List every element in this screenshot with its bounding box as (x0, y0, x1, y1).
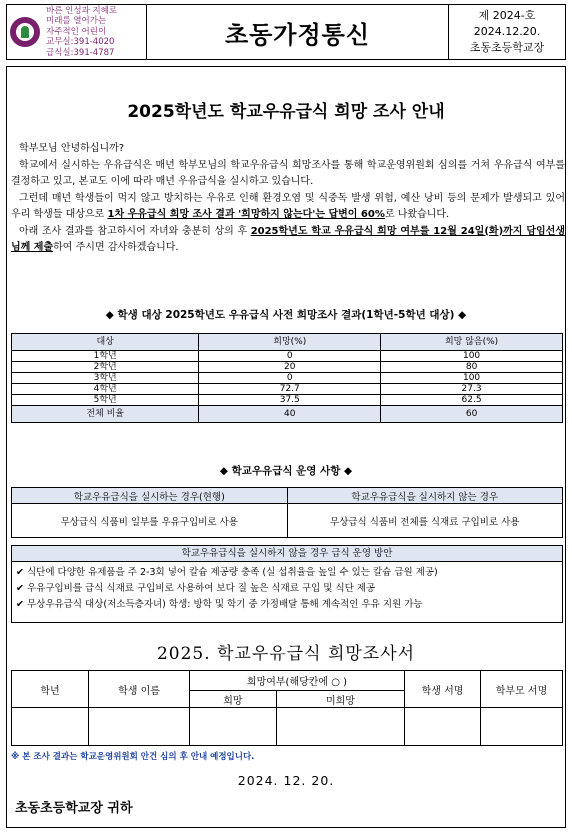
intro-text (11, 141, 565, 257)
recipient-signature: 초동초등학교장 귀하 (15, 801, 133, 816)
document-title: 2025학년도 학교우유급식 희망 조사 안내 (127, 102, 445, 122)
col-implemented: 학교우유급식을 실시하는 경우(현행) (12, 488, 288, 504)
signing-date: 2024. 12. 20. (237, 773, 335, 788)
slogan-line: 자주적인 어린이 (46, 26, 107, 37)
text-span: 하여 주시면 감사하겠습니다. (53, 242, 179, 253)
table-row (12, 395, 563, 406)
row-no-cell: 62.5 (381, 395, 563, 406)
col-target: 대상 (12, 334, 199, 351)
table-row (12, 373, 563, 384)
newsletter-title: 초동가정통신 (147, 5, 449, 59)
yes-cell[interactable] (190, 708, 277, 746)
operation-title: ◆ 학교우유급식 운영 사항 ◆ (219, 465, 353, 477)
survey-results-table (11, 333, 563, 423)
col-choice: 희망여부(해당칸에 ○ ) (190, 671, 405, 691)
row-no-cell: 80 (381, 362, 563, 373)
row-no-cell: 100 (381, 351, 563, 362)
col-grade: 학년 (12, 671, 89, 708)
text-span: 아래 조사 결과를 참고하시어 자녀와 충분히 상의 후 (19, 225, 251, 237)
paragraph-1: 학교에서 실시하는 우유급식은 매년 학부모님의 학교우유급식 희망조사를 통해 학교운영위원회 심의를 거쳐 우유급식 여부를 결정하고 있고, 본교도 이에 따라 매년 우유급식을 실시하고 있습니다. (11, 159, 565, 187)
issuer: 초동초등학교장 (469, 41, 545, 54)
no-cell[interactable] (276, 708, 404, 746)
col-no: 희망 않음(%) (381, 334, 563, 351)
deadline-text: 2025학년도 학교 우유급식 희망 여부를 12월 24일(화)까지 담임선생님께 제출 (11, 225, 566, 253)
list-item-text: 무상우유급식 대상(저소득층자녀) 학생: 방학 및 학기 중 가정배달 통해 계속적인 우유 지원 가능 (26, 599, 423, 610)
text-span: 그런데 매년 학생들이 먹지 않고 방치하는 우유로 인해 환경오염 및 식중독 발생 위험, 예산 낭비 등의 문제가 발생되고 있어 우리 학생들 대상으로 (11, 192, 565, 220)
student-sign-cell[interactable] (405, 708, 481, 746)
table-header-row (12, 488, 563, 504)
row-target-cell: 4학년 (12, 384, 199, 395)
text-span: 로 나왔습니다. (384, 209, 450, 220)
checkmark-icon: ✔ (16, 599, 24, 610)
phone-line: 급식실:391-4787 (46, 47, 115, 58)
list-item (16, 581, 558, 597)
col-parent-sign: 학부모 서명 (481, 671, 563, 708)
list-item-text: 우유구입비를 급식 식재료 구입비로 사용하여 보다 질 높은 식재료 구입 및 식단 제공 (26, 583, 376, 594)
row-target-cell: 3학년 (12, 373, 199, 384)
row-no-cell: 27.3 (381, 384, 563, 395)
grade-cell[interactable] (12, 708, 89, 746)
option-no: 미희망 (276, 691, 404, 708)
table-header-row (12, 334, 563, 351)
issue-info (449, 5, 565, 59)
slogan-line: 바른 인성과 지혜로 (46, 5, 118, 16)
form-header-row (12, 671, 563, 691)
col-not-implemented: 학교우유급식을 실시하지 않는 경우 (287, 488, 563, 504)
total-label-cell: 전체 비율 (12, 406, 199, 423)
table-row (12, 384, 563, 395)
table-row (12, 351, 563, 362)
row-target-cell: 1학년 (12, 351, 199, 362)
survey-form-table (11, 670, 563, 746)
school-info (7, 5, 147, 59)
row-yes-cell: 37.5 (199, 395, 381, 406)
paragraph-3 (11, 224, 565, 257)
table-row (12, 362, 563, 373)
list-item (16, 565, 558, 581)
issue-date: 2024.12.20. (473, 25, 541, 38)
operation-table (11, 487, 563, 538)
row-target-cell: 2학년 (12, 362, 199, 373)
row-yes-cell: 72.7 (199, 384, 381, 395)
col-yes: 희망(%) (199, 334, 381, 351)
school-slogan (46, 6, 117, 59)
table-row (12, 504, 563, 538)
checkmark-icon: ✔ (16, 567, 24, 578)
cell-not-implemented: 무상급식 식품비 전체를 식재료 구입비로 사용 (287, 504, 563, 538)
list-item-text: 식단에 다양한 유제품을 주 2-3회 넣어 칼슘 제공량 충족 (실 섭취율을 높일 수 있는 칼슘 급원 제공) (26, 567, 438, 578)
slogan-line: 미래를 열어가는 (46, 16, 107, 27)
option-yes: 희망 (190, 691, 277, 708)
col-student-sign: 학생 서명 (405, 671, 481, 708)
form-input-row (12, 708, 563, 746)
greeting: 학부모님 안녕하십니까? (19, 143, 125, 154)
alternative-plan-box (11, 545, 563, 623)
alternative-plan-list (12, 562, 562, 616)
form-title: 2025. 학교우유급식 희망조사서 (156, 644, 416, 664)
row-target-cell: 5학년 (12, 395, 199, 406)
letter-header (6, 4, 566, 60)
row-yes-cell: 0 (199, 351, 381, 362)
cell-implemented: 무상급식 식품비 일부를 우유구입비로 사용 (12, 504, 288, 538)
paragraph-2 (11, 191, 565, 224)
total-no-cell: 60 (381, 406, 563, 423)
highlight-text: 1차 우유급식 희망 조사 결과 '희망하지 않는다'는 답변이 60% (107, 209, 385, 220)
total-row (12, 406, 563, 423)
checkmark-icon: ✔ (16, 583, 24, 594)
phone-line: 교무실:391-4020 (46, 37, 115, 48)
col-student-name: 학생 이름 (89, 671, 190, 708)
alternative-plan-title: 학교우유급식을 실시하지 않을 경우 급식 운영 방안 (12, 546, 562, 562)
total-yes-cell: 40 (199, 406, 381, 423)
issue-number: 제 2024-호 (478, 9, 536, 22)
parent-sign-cell[interactable] (481, 708, 563, 746)
row-yes-cell: 20 (199, 362, 381, 373)
list-item (16, 597, 558, 613)
results-title: ◆ 학생 대상 2025학년도 우유급식 사전 희망조사 결과(1학년-5학년 대상) ◆ (105, 309, 467, 321)
student-name-cell[interactable] (89, 708, 190, 746)
footnote: ※ 본 조사 결과는 학교운영위원회 안건 심의 후 안내 예정입니다. (11, 752, 255, 762)
letter-body (6, 66, 566, 828)
row-no-cell: 100 (381, 373, 563, 384)
school-logo-icon (10, 17, 40, 47)
row-yes-cell: 0 (199, 373, 381, 384)
